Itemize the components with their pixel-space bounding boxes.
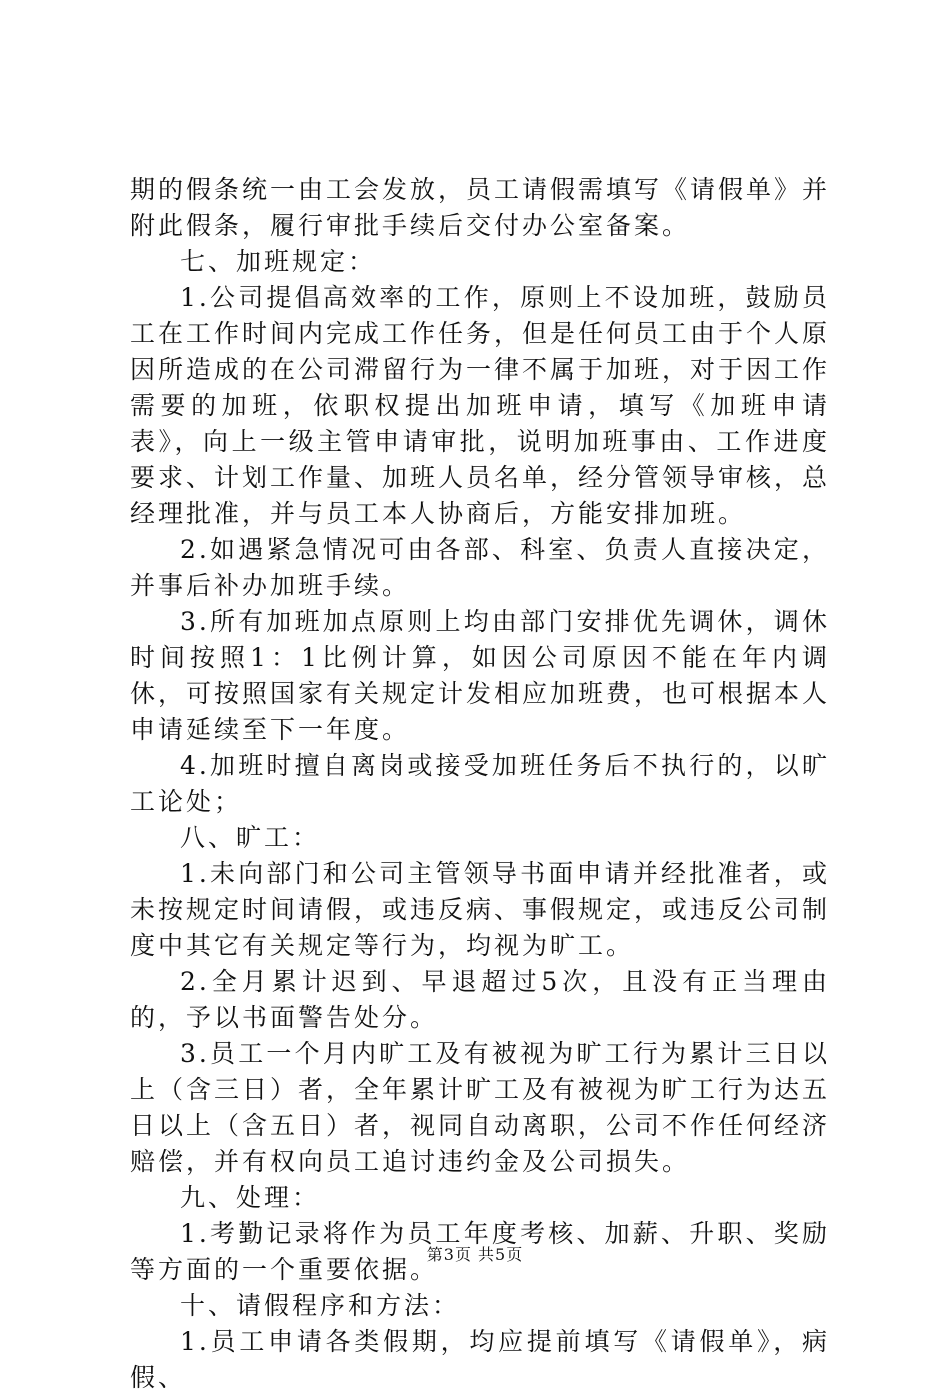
section-heading-leave-procedure: 十、请假程序和方法： [180, 1291, 461, 1320]
paragraph-overtime-2: 2.如遇紧急情况可由各部、科室、负责人直接决定，并事后补办加班手续。 [130, 535, 830, 600]
paragraph-leave-procedure-1: 1.员工申请各类假期，均应提前填写《请假单》，病假、 [130, 1327, 830, 1392]
section-heading-overtime: 七、加班规定： [180, 247, 377, 276]
paragraph-continuation: 期的假条统一由工会发放，员工请假需填写《请假单》并附此假条，履行审批手续后交付办公室备案。 [130, 175, 831, 240]
paragraph-absenteeism-2: 2.全月累计迟到、早退超过5次，且没有正当理由的，予以书面警告处分。 [130, 967, 830, 1032]
paragraph-overtime-4: 4.加班时擅自离岗或接受加班任务后不执行的，以旷工论处； [130, 751, 830, 816]
paragraph-overtime-1: 1.公司提倡高效率的工作，原则上不设加班，鼓励员工在工作时间内完成工作任务，但是任何员工由于个人原因所造成的在公司滞留行为一律不属于加班，对于因工作需要的加班，依职权提出加班申请，填写《加班申请表》，向上一级主管申请审批，说明加班事由、工作进度要求、计划工作量、加班人员名单，经分管领导审核，总经理批准，并与员工本人协商后，方能安排加班。 [130, 283, 831, 528]
page-number-footer: 第3页 共5页 [426, 1245, 524, 1264]
paragraph-handling-1: 1.考勤记录将作为员工年度考核、加薪、升职、奖励等方面的一个重要依据。 [130, 1219, 830, 1284]
paragraph-absenteeism-3: 3.员工一个月内旷工及有被视为旷工行为累计三日以上（含三日）者，全年累计旷工及有被视为旷工行为达五日以上（含五日）者，视同自动离职，公司不作任何经济赔偿，并有权向员工追讨违约金及公司损失。 [130, 1039, 831, 1176]
section-heading-absenteeism: 八、旷工： [180, 823, 321, 852]
document-body [130, 172, 830, 1396]
paragraph-absenteeism-1: 1.未向部门和公司主管领导书面申请并经批准者，或未按规定时间请假，或违反病、事假规定，或违反公司制度中其它有关规定等行为，均视为旷工。 [130, 859, 831, 960]
paragraph-overtime-3: 3.所有加班加点原则上均由部门安排优先调休，调休时间按照1：1比例计算，如因公司原因不能在年内调休，可按照国家有关规定计发相应加班费，也可根据本人申请延续至下一年度。 [130, 607, 831, 744]
section-heading-handling: 九、处理： [180, 1183, 321, 1212]
